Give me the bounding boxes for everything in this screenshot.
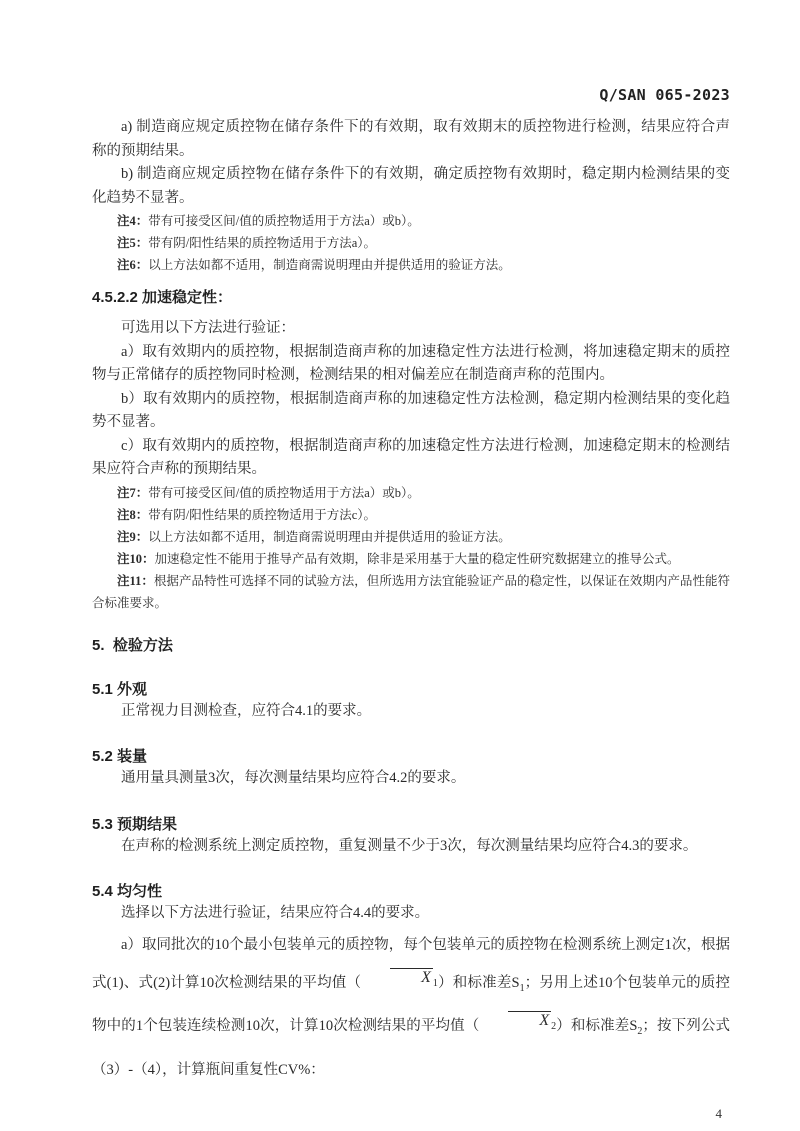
section-5-1-body: 正常视力目测检查，应符合4.1的要求。 [121, 702, 372, 719]
formula-seg-5: ；按下列公式（3）-（4），计算瓶间重复性CV%： [92, 1018, 730, 1079]
accelerated-item-a: a）取有效期内的质控物，根据制造商声称的加速稳定性方法进行检测，将加速稳定期末的质控物与正常储存的质控物同时检测，检测结果的相对偏差应在制造商声称的范围内。 [92, 343, 730, 383]
xbar-2-symbol: X $_2$ [479, 1002, 556, 1046]
storage-item-a: a) 制造商应规定质控物在储存条件下的有效期，取有效期末的质控物进行检测，结果应符合声称的预期结果。 [92, 119, 730, 159]
page-content [92, 86, 730, 1089]
doc-code-header: Q/SAN 065-2023 [599, 86, 730, 104]
heading-5-4: 5.4 均匀性 [92, 883, 163, 900]
note-8-text: 带有阴/阳性结果的质控物适用于方法c）。 [148, 507, 377, 522]
formula-seg-3: ；另用上述10个包装单元的质控物中的1个包装连续检测10次，计算10次检测结果的平均值（ [92, 974, 730, 1035]
note-9 [92, 526, 730, 548]
accelerated-item-b: b）取有效期内的质控物，根据制造商声称的加速稳定性方法检测，稳定期内检测结果的变化趋势不显著。 [92, 390, 730, 430]
page-number: 4 [715, 1106, 722, 1121]
note-11-label: 注11： [117, 573, 154, 588]
heading-accelerated-stability: 4.5.2.2 加速稳定性： [92, 289, 233, 306]
note-8-label: 注8： [117, 507, 149, 522]
heading-5-1: 5.1 外观 [92, 680, 148, 698]
note-8 [92, 504, 730, 526]
heading-chapter-5: 5. 检验方法 [92, 636, 173, 654]
xbar-1-symbol: X $_1$ [361, 959, 438, 1003]
note-11-text: 根据产品特性可选择不同的试验方法，但所选用方法宜能验证产品的稳定性，以保证在效期内产品性能符合标准要求。 [92, 573, 730, 610]
accelerated-notes [92, 482, 730, 614]
note-7 [92, 482, 730, 504]
section-5-4-item-a [92, 926, 730, 1090]
note-10-label: 注10： [117, 551, 155, 566]
note-10 [92, 548, 730, 570]
formula-seg-2: ）和标准差S [437, 974, 520, 991]
section-5-4-intro: 选择以下方法进行验证，结果应符合4.4的要求。 [121, 905, 430, 921]
storage-item-b: b) 制造商应规定质控物在储存条件下的有效期，确定质控物有效期时，稳定期内检测结果的变化趋势不显著。 [92, 166, 730, 206]
formula-seg-4: ）和标准差S [556, 1018, 638, 1035]
note-4-label: 注4： [117, 214, 149, 228]
note-5 [92, 232, 730, 254]
note-5-label: 注5： [117, 236, 149, 250]
note-6 [92, 254, 730, 276]
storage-notes [92, 210, 730, 276]
accelerated-intro: 可选用以下方法进行验证： [121, 320, 295, 336]
note-6-text: 以上方法如都不适用，制造商需说明理由并提供适用的验证方法。 [148, 258, 511, 272]
section-5-2-body: 通用量具测量3次，每次测量结果均应符合4.2的要求。 [121, 770, 466, 786]
heading-5-3: 5.3 预期结果 [92, 815, 178, 833]
note-7-text: 带有可接受区间/值的质控物适用于方法a）或b）。 [148, 485, 420, 500]
note-9-label: 注9： [117, 529, 149, 544]
note-5-text: 带有阴/阳性结果的质控物适用于方法a）。 [148, 236, 377, 250]
heading-5-2: 5.2 装量 [92, 748, 148, 765]
accelerated-item-c: c）取有效期内的质控物，根据制造商声称的加速稳定性方法进行检测，加速稳定期末的检测结果应符合声称的预期结果。 [92, 437, 730, 477]
note-10-text: 加速稳定性不能用于推导产品有效期，除非是采用基于大量的稳定性研究数据建立的推导公式。 [154, 551, 680, 566]
s2-subscript: 2 [637, 1026, 643, 1038]
formula-seg-1: a）取同批次的10个最小包装单元的质控物，每个包装单元的质控物在检测系统上测定1次，根据式(1)、式(2)计算10次检测结果的平均值（ [92, 936, 730, 991]
note-4 [92, 210, 730, 232]
note-9-text: 以上方法如都不适用，制造商需说明理由并提供适用的验证方法。 [148, 529, 511, 544]
note-11 [92, 570, 730, 614]
note-4-text: 带有可接受区间/值的质控物适用于方法a）或b）。 [148, 214, 420, 228]
note-6-label: 注6： [117, 258, 149, 272]
s1-subscript: 1 [519, 982, 525, 994]
note-7-label: 注7： [117, 485, 149, 500]
section-5-3-body: 在声称的检测系统上测定质控物，重复测量不少于3次，每次测量结果均应符合4.3的要求。 [121, 837, 698, 854]
